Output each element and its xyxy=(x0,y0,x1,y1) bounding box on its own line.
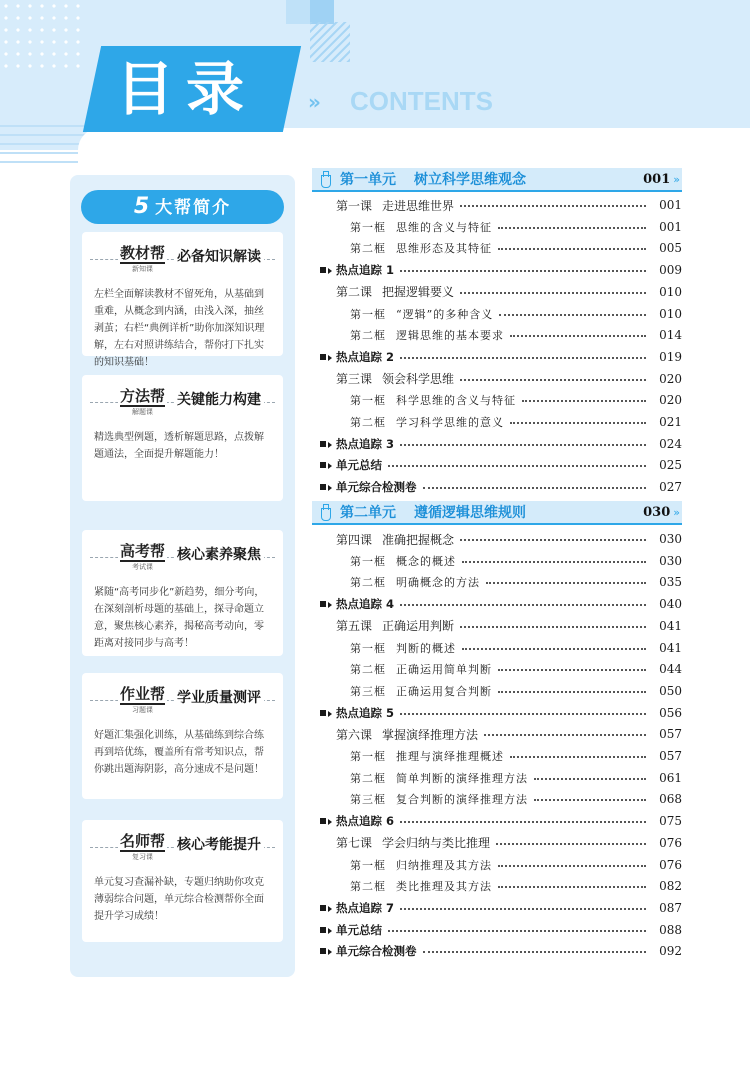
decor-square xyxy=(310,0,334,24)
toc-frame-entry[interactable] xyxy=(312,389,682,411)
sidebar-title xyxy=(81,190,284,224)
square-bullet-icon xyxy=(320,948,326,954)
unit-heading[interactable] xyxy=(312,168,682,192)
arrow-bullet-icon xyxy=(328,819,332,825)
toc-frame-entry[interactable] xyxy=(312,303,682,325)
toc-entry-title: 判断的概述 xyxy=(396,641,456,655)
toc-entry-page: 020 xyxy=(659,393,682,408)
help-description: 左栏全面解读教材不留死角，从基础到重难，从概念到内涵，由浅入深，抽丝剥茧；右栏“典例详析”助你加深知识理解，左右对照讲练结合，帮你打下扎实的知识基础！ xyxy=(94,289,265,368)
square-bullet-icon xyxy=(320,927,326,933)
leader-dots xyxy=(394,702,652,724)
toc-entry-number: 第六课 xyxy=(336,727,373,742)
arrow-bullet-icon xyxy=(328,355,332,361)
toc-entry-title: 推理与演绎推理概述 xyxy=(396,750,504,763)
help-badge xyxy=(118,832,167,862)
leader-dots xyxy=(493,303,652,325)
toc-entry-label xyxy=(320,479,417,495)
arrow-bullet-icon xyxy=(328,442,332,448)
toc-lesson-entry[interactable] xyxy=(312,615,682,637)
toc-entry-number: 第七课 xyxy=(336,836,373,851)
toc-frame-entry[interactable] xyxy=(312,571,682,593)
help-description: 好题汇集强化训练，从基础练到综合练再到培优练，覆盖所有常考知识点，帮你跳出题海阴影，高分速成不是问题！ xyxy=(94,730,264,775)
toc-entry-title: 思维的含义与特征 xyxy=(396,220,492,234)
toc-entry-title: 热点追踪 4 xyxy=(336,597,395,612)
help-description: 单元复习查漏补缺，专题归纳助你攻克薄弱综合问题，单元综合检测帮你全面提升学习成绩！ xyxy=(94,877,264,922)
toc-frame-entry[interactable] xyxy=(312,324,682,346)
toc-tail-entry[interactable] xyxy=(312,454,682,476)
arrow-bullet-icon xyxy=(328,268,332,274)
toc-entry-title: 学会归纳与类比推理 xyxy=(382,836,491,851)
leader-dots xyxy=(394,810,652,832)
toc-frame-entry[interactable] xyxy=(312,767,682,789)
toc-entry-label xyxy=(336,531,454,548)
square-bullet-icon xyxy=(320,601,326,607)
help-card-header xyxy=(90,685,275,719)
dot-pattern xyxy=(0,0,80,72)
toc-entry-page: 056 xyxy=(659,705,682,720)
toc-frame-entry[interactable] xyxy=(312,658,682,680)
square-bullet-icon xyxy=(320,818,326,824)
help-badge xyxy=(118,685,167,715)
leader-dots xyxy=(504,411,652,433)
help-card-header xyxy=(90,244,275,278)
arrow-bullet-icon xyxy=(328,485,332,491)
toc-entry-number: 第二框 xyxy=(350,242,386,256)
toc-lesson-entry[interactable] xyxy=(312,723,682,745)
toc-entry-number: 第四课 xyxy=(336,532,373,547)
toc-entry-title: “逻辑”的多种含义 xyxy=(396,307,494,321)
toc-entry-number: 第三课 xyxy=(336,372,373,387)
toc-entry-title: 把握逻辑要义 xyxy=(382,285,455,300)
toc-frame-entry[interactable] xyxy=(312,680,682,702)
toc-entry-page: 082 xyxy=(659,879,682,894)
leader-dots xyxy=(528,788,652,810)
toc-entry-label xyxy=(320,943,417,959)
toc-entry-page: 044 xyxy=(659,662,682,677)
square-bullet-icon xyxy=(320,462,326,468)
toc-entry-label xyxy=(320,436,394,452)
toc-frame-entry[interactable] xyxy=(312,875,682,897)
chevron-icon: » xyxy=(308,90,318,114)
sidebar-title-number: 5 xyxy=(133,194,152,219)
toc-entry-title: 正确运用复合判断 xyxy=(396,684,492,698)
leader-dots xyxy=(454,528,652,550)
leader-dots xyxy=(454,194,652,216)
toc-frame-entry[interactable] xyxy=(312,411,682,433)
toc-entry-page: 040 xyxy=(659,597,682,612)
stripe-pattern xyxy=(310,22,350,62)
help-badge-title: 教材帮 xyxy=(120,244,166,262)
toc-entry-title: 单元综合检测卷 xyxy=(336,480,417,495)
toc-entry-label xyxy=(350,661,492,677)
toc-entry-title: 正确运用判断 xyxy=(382,619,455,634)
leader-dots xyxy=(382,919,652,941)
help-badge-title: 名师帮 xyxy=(120,832,166,850)
toc-frame-entry[interactable] xyxy=(312,854,682,876)
toc-entry-number: 第一课 xyxy=(336,198,373,213)
lightbulb-icon xyxy=(318,504,332,520)
toc-entry-number: 第三框 xyxy=(350,684,386,698)
toc-entry-label xyxy=(336,283,454,300)
toc-entry-title: 正确运用简单判断 xyxy=(396,663,492,677)
leader-dots xyxy=(492,854,652,876)
toc-entry-label xyxy=(320,900,394,916)
help-card xyxy=(82,820,283,942)
toc-entry-number: 第二框 xyxy=(350,663,386,677)
toc-entry-label xyxy=(320,349,394,365)
toc-entry-label xyxy=(350,574,480,590)
arrow-bullet-icon xyxy=(328,906,332,912)
help-slogan: 核心素养聚焦 xyxy=(174,544,264,564)
toc-entry-page: 001 xyxy=(659,198,682,212)
toc-entry-page: 076 xyxy=(659,835,682,850)
arrow-bullet-icon xyxy=(328,928,332,934)
leader-dots xyxy=(394,897,652,919)
toc-entry-page: 068 xyxy=(659,792,682,807)
leader-dots xyxy=(454,281,652,303)
leader-dots xyxy=(504,745,652,767)
page-title-en: CONTENTS xyxy=(350,86,493,116)
leader-dots xyxy=(490,832,652,854)
leader-dots xyxy=(492,658,652,680)
leader-dots xyxy=(456,637,652,659)
toc-entry-label xyxy=(350,683,492,699)
toc-entry-label xyxy=(336,726,478,743)
leader-dots xyxy=(492,680,652,702)
toc-entry-page: 088 xyxy=(659,922,682,937)
leader-dots xyxy=(504,324,652,346)
toc-entry-page: 030 xyxy=(659,553,682,568)
toc-entry-title: 热点追踪 7 xyxy=(336,900,395,915)
toc-entry-title: 热点追踪 6 xyxy=(336,814,395,829)
toc-entry-page: 057 xyxy=(659,749,682,763)
help-badge-sub: 习题课 xyxy=(132,706,153,714)
toc-entry-title: 逻辑思维的基本要求 xyxy=(396,329,504,343)
help-description: 紧随“高考同步化”新趋势，细分考向，在深刻剖析母题的基础上，探寻命题立意，聚焦核心素养，揭秘高考动向，零距离对接同步与高考！ xyxy=(94,587,265,649)
leader-dots xyxy=(492,875,652,897)
toc-entry-label xyxy=(336,834,490,851)
toc-entry-title: 明确概念的方法 xyxy=(396,576,480,590)
help-slogan: 必备知识解读 xyxy=(174,246,264,266)
leader-dots xyxy=(456,550,652,572)
help-slogan: 核心考能提升 xyxy=(174,834,264,854)
help-badge-sub: 新知课 xyxy=(132,265,153,273)
toc-entry-number: 第一框 xyxy=(350,554,386,568)
sidebar-title-text: 大帮简介 xyxy=(155,198,232,218)
toc-entry-label xyxy=(350,414,504,430)
toc-entry-label xyxy=(320,922,382,938)
toc-entry-label xyxy=(350,553,456,569)
toc-entry-page: 087 xyxy=(659,900,682,915)
leader-dots xyxy=(528,767,652,789)
toc-entry-title: 热点追踪 2 xyxy=(336,349,395,364)
toc-entry-title: 走进思维世界 xyxy=(382,198,455,213)
toc-entry-page: 092 xyxy=(659,944,682,959)
toc-entry-title: 单元总结 xyxy=(336,458,382,473)
help-card xyxy=(82,673,283,799)
toc-entry-title: 归纳推理及其方法 xyxy=(396,858,492,872)
leader-dots xyxy=(492,216,652,238)
toc-entry-number: 第一框 xyxy=(350,641,386,655)
toc-entry-title: 热点追踪 5 xyxy=(336,705,395,720)
leader-dots xyxy=(417,476,653,498)
unit-number: 第二单元 xyxy=(340,505,396,521)
toc-entry-title: 热点追踪 1 xyxy=(336,263,395,278)
toc-entry-number: 第二框 xyxy=(350,880,386,894)
help-slogan: 学业质量测评 xyxy=(174,687,264,707)
leader-dots xyxy=(394,346,652,368)
toc-entry-label xyxy=(320,262,394,278)
toc-entry-page: 019 xyxy=(659,349,682,364)
toc-entry-label xyxy=(320,813,394,829)
help-badge-sub: 解题课 xyxy=(132,408,153,416)
arrow-bullet-icon xyxy=(328,949,332,955)
help-badge-title: 方法帮 xyxy=(120,387,166,405)
toc-tail-entry[interactable] xyxy=(312,346,682,368)
arrow-bullet-icon xyxy=(328,711,332,717)
toc-entry-page: 020 xyxy=(659,371,682,386)
toc-entry-number: 第一框 xyxy=(350,220,386,234)
leader-dots xyxy=(478,723,652,745)
help-card xyxy=(82,530,283,656)
toc-entry-label xyxy=(350,791,528,807)
toc-entry-label xyxy=(350,392,516,408)
toc-entry-label xyxy=(350,306,493,322)
toc-entry-number: 第一框 xyxy=(350,858,386,872)
help-badge xyxy=(118,542,167,572)
toc-entry-number: 第二框 xyxy=(350,771,386,785)
toc-entry-label xyxy=(336,617,454,634)
toc-entry-page: 061 xyxy=(659,770,682,785)
leader-dots xyxy=(394,259,652,281)
help-badge-title: 高考帮 xyxy=(120,542,166,560)
help-card xyxy=(82,375,283,501)
toc-entry-label xyxy=(336,370,454,387)
toc-entry-label xyxy=(336,197,454,214)
unit-heading[interactable] xyxy=(312,501,682,525)
square-bullet-icon xyxy=(320,484,326,490)
toc-entry-label xyxy=(320,457,382,473)
toc-entry-page: 041 xyxy=(659,640,682,655)
toc-entry-page: 027 xyxy=(659,480,682,495)
toc-entry-page: 005 xyxy=(659,241,682,256)
toc-entry-number: 第一框 xyxy=(350,750,386,763)
toc-entry-label xyxy=(350,770,528,786)
leader-dots xyxy=(382,454,652,476)
toc-entry-number: 第二课 xyxy=(336,285,373,300)
leader-dots xyxy=(480,571,652,593)
toc-entry-title: 单元总结 xyxy=(336,922,382,937)
toc-entry-page: 021 xyxy=(659,415,682,429)
square-bullet-icon xyxy=(320,267,326,273)
toc-entry-label xyxy=(320,596,394,612)
unit-title: 遵循逻辑思维规则 xyxy=(414,505,526,521)
toc-entry-page: 035 xyxy=(659,575,682,590)
toc-entry-label xyxy=(350,748,504,764)
leader-dots xyxy=(454,368,652,390)
toc-entry-page: 014 xyxy=(659,328,682,343)
page-title: 目录 xyxy=(116,55,257,123)
toc-entry-label xyxy=(350,327,504,343)
toc-entry-number: 第一框 xyxy=(350,307,386,321)
toc-entry-page: 024 xyxy=(659,436,682,451)
leader-dots xyxy=(417,940,653,962)
toc-entry-label xyxy=(350,240,492,256)
toc-lesson-entry[interactable] xyxy=(312,281,682,303)
toc-entry-page: 009 xyxy=(659,263,682,278)
help-badge-sub: 复习课 xyxy=(132,853,153,861)
square-bullet-icon xyxy=(320,354,326,360)
toc-lesson-entry[interactable] xyxy=(312,368,682,390)
unit-number: 第一单元 xyxy=(340,172,396,188)
toc-entry-page: 041 xyxy=(659,618,682,633)
toc-tail-entry[interactable] xyxy=(312,919,682,941)
toc-tail-entry[interactable] xyxy=(312,593,682,615)
toc-entry-label xyxy=(350,640,456,656)
toc-entry-page: 030 xyxy=(659,532,682,546)
leader-dots xyxy=(394,433,652,455)
toc-entry-title: 单元综合检测卷 xyxy=(336,944,417,959)
toc-entry-page: 025 xyxy=(659,458,682,473)
toc-entry-page: 076 xyxy=(659,857,682,872)
lightbulb-icon xyxy=(318,171,332,187)
toc-entry-number: 第一框 xyxy=(350,394,386,408)
toc-lesson-entry[interactable] xyxy=(312,528,682,550)
leader-dots xyxy=(492,237,652,259)
toc-entry-page: 010 xyxy=(659,306,682,321)
help-slogan: 关键能力构建 xyxy=(174,389,264,409)
toc-entry-page: 001 xyxy=(659,219,682,234)
leader-dots xyxy=(516,389,652,411)
toc-entry-title: 类比推理及其方法 xyxy=(396,880,492,894)
toc-tail-entry[interactable] xyxy=(312,810,682,832)
square-bullet-icon xyxy=(320,710,326,716)
toc-entry-page: 057 xyxy=(659,727,682,742)
toc-entry-label xyxy=(350,878,492,894)
square-bullet-icon xyxy=(320,441,326,447)
toc-frame-entry[interactable] xyxy=(312,216,682,238)
toc-entry-page: 075 xyxy=(659,814,682,829)
help-description: 精选典型例题，透析解题思路，点拨解题通法，全面提升解题能力！ xyxy=(94,432,264,460)
leader-dots xyxy=(394,593,652,615)
toc-tail-entry[interactable] xyxy=(312,433,682,455)
help-badge xyxy=(118,244,167,274)
toc-entry-number: 第二框 xyxy=(350,329,386,343)
toc-entry-title: 复合判断的演绎推理方法 xyxy=(396,793,528,807)
arrow-bullet-icon xyxy=(328,602,332,608)
toc-entry-title: 科学思维的含义与特征 xyxy=(396,394,516,408)
toc-entry-title: 概念的概述 xyxy=(396,554,456,568)
help-badge xyxy=(118,387,167,417)
toc-entry-label xyxy=(350,219,492,235)
help-card-header xyxy=(90,542,275,576)
toc-entry-label xyxy=(350,857,492,873)
unit-title: 树立科学思维观念 xyxy=(414,172,526,188)
decor-square xyxy=(286,0,310,24)
help-badge-title: 作业帮 xyxy=(120,685,166,703)
toc-tail-entry[interactable] xyxy=(312,940,682,962)
toc-entry-title: 掌握演绎推理方法 xyxy=(382,727,479,742)
toc-entry-number: 第五课 xyxy=(336,619,373,634)
help-card-header xyxy=(90,387,275,421)
toc-entry-title: 简单判断的演绎推理方法 xyxy=(396,771,528,785)
chevron-right-icon: » xyxy=(673,172,678,186)
toc-entry-label xyxy=(320,705,394,721)
toc-tail-entry[interactable] xyxy=(312,897,682,919)
wave-pattern xyxy=(0,118,90,168)
toc-entry-title: 领会科学思维 xyxy=(382,372,455,387)
toc-lesson-entry[interactable] xyxy=(312,832,682,854)
arrow-bullet-icon xyxy=(328,463,332,469)
unit-page: 030 xyxy=(643,504,671,520)
toc-tail-entry[interactable] xyxy=(312,259,682,281)
toc-frame-entry[interactable] xyxy=(312,637,682,659)
toc-tail-entry[interactable] xyxy=(312,476,682,498)
square-bullet-icon xyxy=(320,905,326,911)
unit-page: 001 xyxy=(643,171,671,187)
toc-lesson-entry[interactable] xyxy=(312,194,682,216)
help-card xyxy=(82,232,283,368)
toc-entry-number: 第三框 xyxy=(350,793,386,807)
toc-frame-entry[interactable] xyxy=(312,237,682,259)
toc-entry-page: 050 xyxy=(659,683,682,698)
toc-entry-page: 010 xyxy=(659,284,682,299)
toc-frame-entry[interactable] xyxy=(312,745,682,767)
toc-entry-number: 第二框 xyxy=(350,576,386,590)
toc-tail-entry[interactable] xyxy=(312,702,682,724)
leader-dots xyxy=(454,615,652,637)
help-card-header xyxy=(90,832,275,866)
toc-entry-number: 第二框 xyxy=(350,416,386,429)
toc-entry-title: 准确把握概念 xyxy=(382,532,455,547)
toc-entry-title: 学习科学思维的意义 xyxy=(396,416,504,429)
toc-frame-entry[interactable] xyxy=(312,550,682,572)
chevron-right-icon: » xyxy=(673,505,678,519)
help-badge-sub: 考试课 xyxy=(132,563,153,571)
toc-frame-entry[interactable] xyxy=(312,788,682,810)
toc-entry-title: 热点追踪 3 xyxy=(336,436,395,451)
toc-entry-title: 思维形态及其特征 xyxy=(396,242,492,256)
